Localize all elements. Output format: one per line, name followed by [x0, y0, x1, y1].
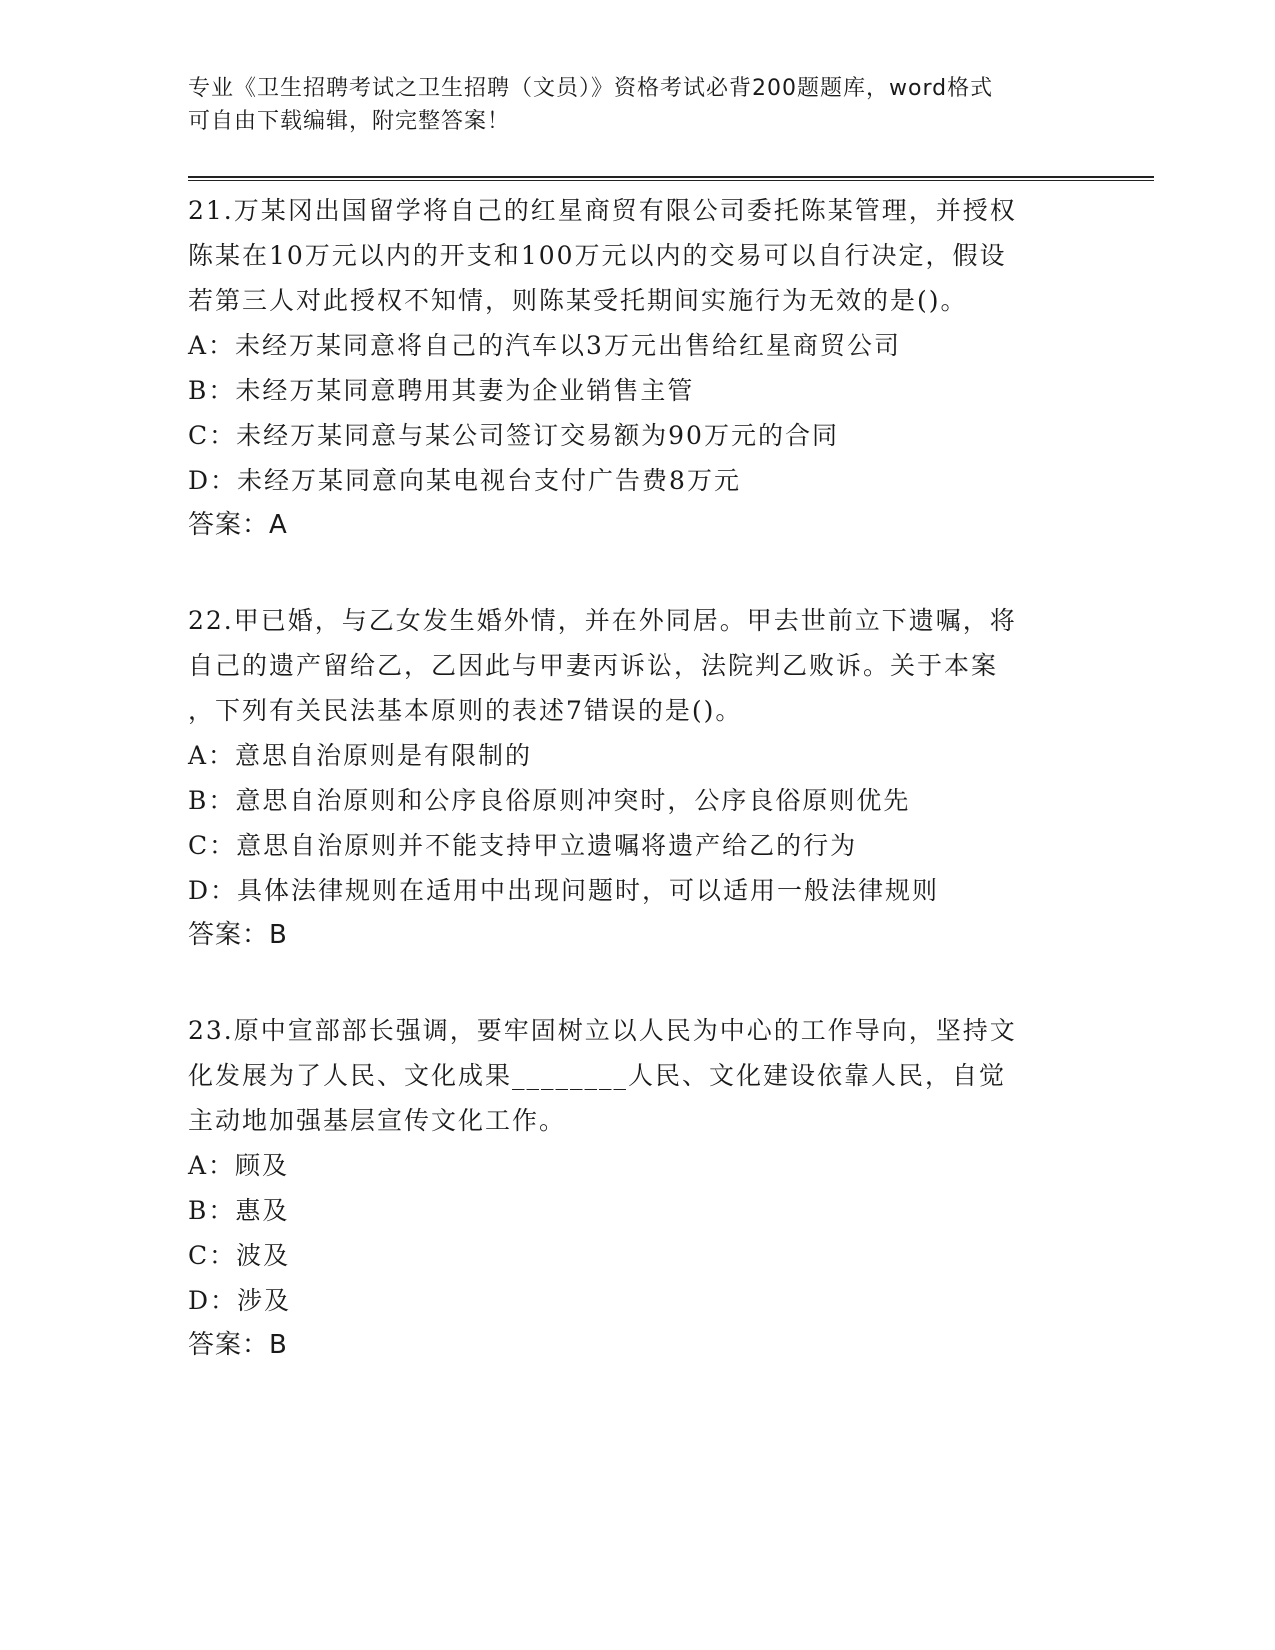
document-header — [188, 72, 1068, 138]
answer: 答案：B — [188, 1330, 288, 1360]
option-c: C：未经万某同意与某公司签订交易额为90万元的合同 — [188, 421, 839, 450]
answer: 答案：A — [188, 510, 288, 540]
question-text — [188, 1008, 1088, 1143]
question-line: 若第三人对此授权不知情，则陈某受托期间实施行为无效的是()。 — [188, 286, 968, 315]
option-c: C：意思自治原则并不能支持甲立遗嘱将遗产给乙的行为 — [188, 831, 858, 860]
option-a: A：顾及 — [188, 1151, 290, 1180]
option-a: A：未经万某同意将自己的汽车以3万元出售给红星商贸公司 — [188, 331, 901, 360]
question-line: 陈某在10万元以内的开支和100万元以内的交易可以自行决定，假设 — [188, 241, 1007, 270]
option-d: D：涉及 — [188, 1286, 292, 1315]
question-line: 主动地加强基层宣传文化工作。 — [188, 1106, 567, 1135]
question-line: 21.万某冈出国留学将自己的红星商贸有限公司委托陈某管理，并授权 — [188, 196, 1017, 225]
header-line-1: 专业《卫生招聘考试之卫生招聘（文员）》资格考试必背200题题库，word格式 — [188, 76, 994, 101]
option-d: D：具体法律规则在适用中出现问题时，可以适用一般法律规则 — [188, 876, 940, 905]
option-b: B：惠及 — [188, 1196, 290, 1225]
option-a: A：意思自治原则是有限制的 — [188, 741, 533, 770]
question-line: 23.原中宣部部长强调，要牢固树立以人民为中心的工作导向，坚持文 — [188, 1016, 1017, 1045]
question-line: ，下列有关民法基本原则的表述7错误的是()。 — [188, 696, 743, 725]
option-d: D：未经万某同意向某电视台支付广告费8万元 — [188, 466, 741, 495]
question-line: 自己的遗产留给乙，乙因此与甲妻丙诉讼，法院判乙败诉。关于本案 — [188, 651, 999, 680]
header-line-2: 可自由下载编辑，附完整答案！ — [188, 109, 511, 134]
question-line: 化发展为了人民、文化成果________人民、文化建设依靠人民，自觉 — [188, 1061, 1007, 1090]
option-b: B：未经万某同意聘用其妻为企业销售主管 — [188, 376, 695, 405]
question-line: 22.甲已婚，与乙女发生婚外情，并在外同居。甲去世前立下遗嘱，将 — [188, 606, 1017, 635]
header-divider — [188, 176, 1154, 181]
question-text — [188, 598, 1088, 733]
option-b: B：意思自治原则和公序良俗原则冲突时，公序良俗原则优先 — [188, 786, 911, 815]
option-c: C：波及 — [188, 1241, 291, 1270]
question-22 — [188, 598, 1088, 958]
question-21 — [188, 188, 1088, 548]
answer: 答案：B — [188, 920, 288, 950]
question-23 — [188, 1008, 1088, 1368]
question-text — [188, 188, 1088, 323]
